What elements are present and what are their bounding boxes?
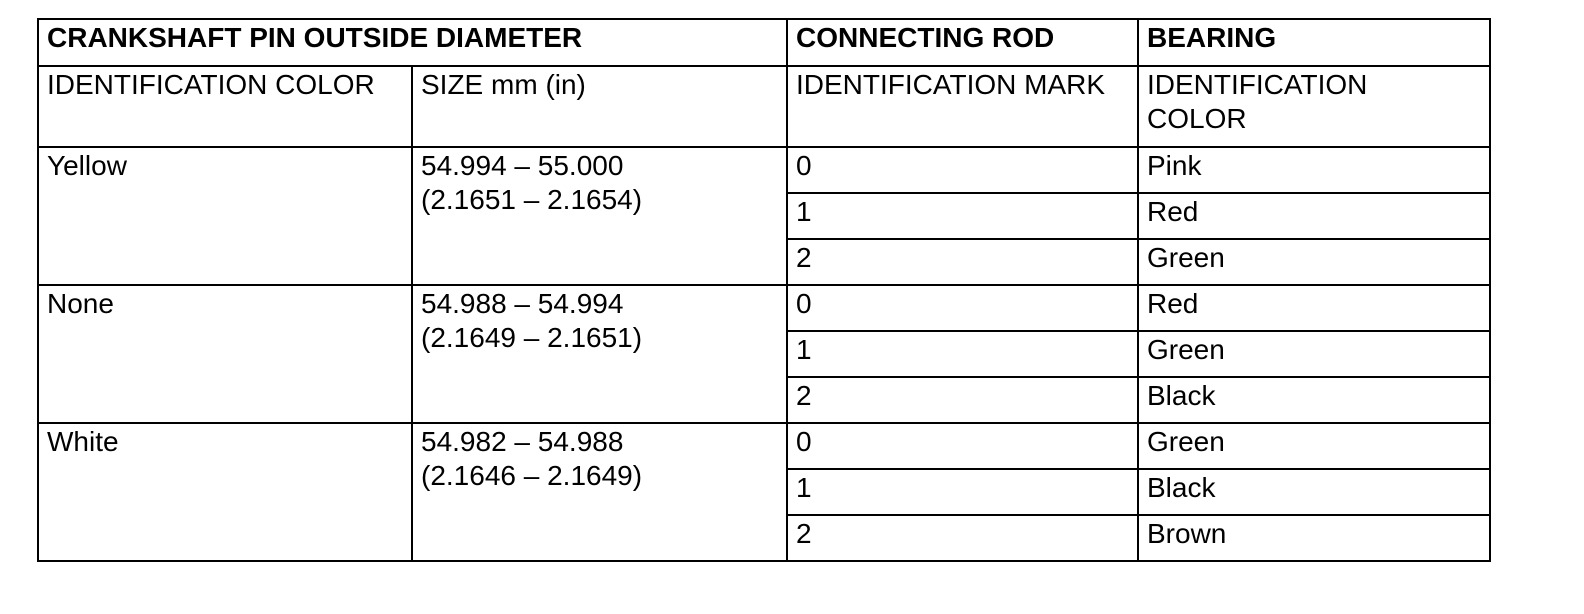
- bearing-color-cell: Black: [1138, 469, 1490, 515]
- header-bearing: BEARING: [1138, 19, 1490, 66]
- header-row: [38, 19, 1490, 66]
- crankshaft-size-cell: [412, 423, 787, 561]
- bearing-color-cell: Brown: [1138, 515, 1490, 561]
- crankshaft-color-cell: Yellow: [38, 147, 412, 285]
- rod-mark-cell: 0: [787, 147, 1138, 193]
- table-row: [38, 147, 1490, 193]
- bearing-color-cell: Black: [1138, 377, 1490, 423]
- table-row: [38, 285, 1490, 331]
- size-mm: 54.982 – 54.988: [421, 426, 624, 457]
- crankshaft-bearing-table: [37, 18, 1491, 562]
- size-mm: 54.994 – 55.000: [421, 150, 624, 181]
- subheader-size: SIZE mm (in): [412, 66, 787, 147]
- rod-mark-cell: 0: [787, 423, 1138, 469]
- subheader-bearing-identification-color: [1138, 66, 1490, 147]
- crankshaft-color-cell: None: [38, 285, 412, 423]
- subheader-bearing-line1: IDENTIFICATION: [1147, 69, 1368, 100]
- header-crankshaft-pin: CRANKSHAFT PIN OUTSIDE DIAMETER: [38, 19, 787, 66]
- bearing-color-cell: Pink: [1138, 147, 1490, 193]
- bearing-color-cell: Green: [1138, 423, 1490, 469]
- rod-mark-cell: 1: [787, 193, 1138, 239]
- crankshaft-color-cell: White: [38, 423, 412, 561]
- bearing-color-cell: Red: [1138, 285, 1490, 331]
- size-mm: 54.988 – 54.994: [421, 288, 624, 319]
- crankshaft-size-cell: [412, 285, 787, 423]
- bearing-color-cell: Green: [1138, 239, 1490, 285]
- subheader-identification-mark: IDENTIFICATION MARK: [787, 66, 1138, 147]
- rod-mark-cell: 2: [787, 239, 1138, 285]
- bearing-color-cell: Red: [1138, 193, 1490, 239]
- bearing-color-cell: Green: [1138, 331, 1490, 377]
- table-row: [38, 423, 1490, 469]
- rod-mark-cell: 1: [787, 331, 1138, 377]
- size-in: (2.1649 – 2.1651): [421, 322, 643, 353]
- header-connecting-rod: CONNECTING ROD: [787, 19, 1138, 66]
- subheader-bearing-line2: COLOR: [1147, 103, 1247, 134]
- rod-mark-cell: 2: [787, 515, 1138, 561]
- rod-mark-cell: 0: [787, 285, 1138, 331]
- subheader-row: [38, 66, 1490, 147]
- subheader-identification-color: IDENTIFICATION COLOR: [38, 66, 412, 147]
- size-in: (2.1646 – 2.1649): [421, 460, 643, 491]
- rod-mark-cell: 1: [787, 469, 1138, 515]
- rod-mark-cell: 2: [787, 377, 1138, 423]
- size-in: (2.1651 – 2.1654): [421, 184, 643, 215]
- crankshaft-size-cell: [412, 147, 787, 285]
